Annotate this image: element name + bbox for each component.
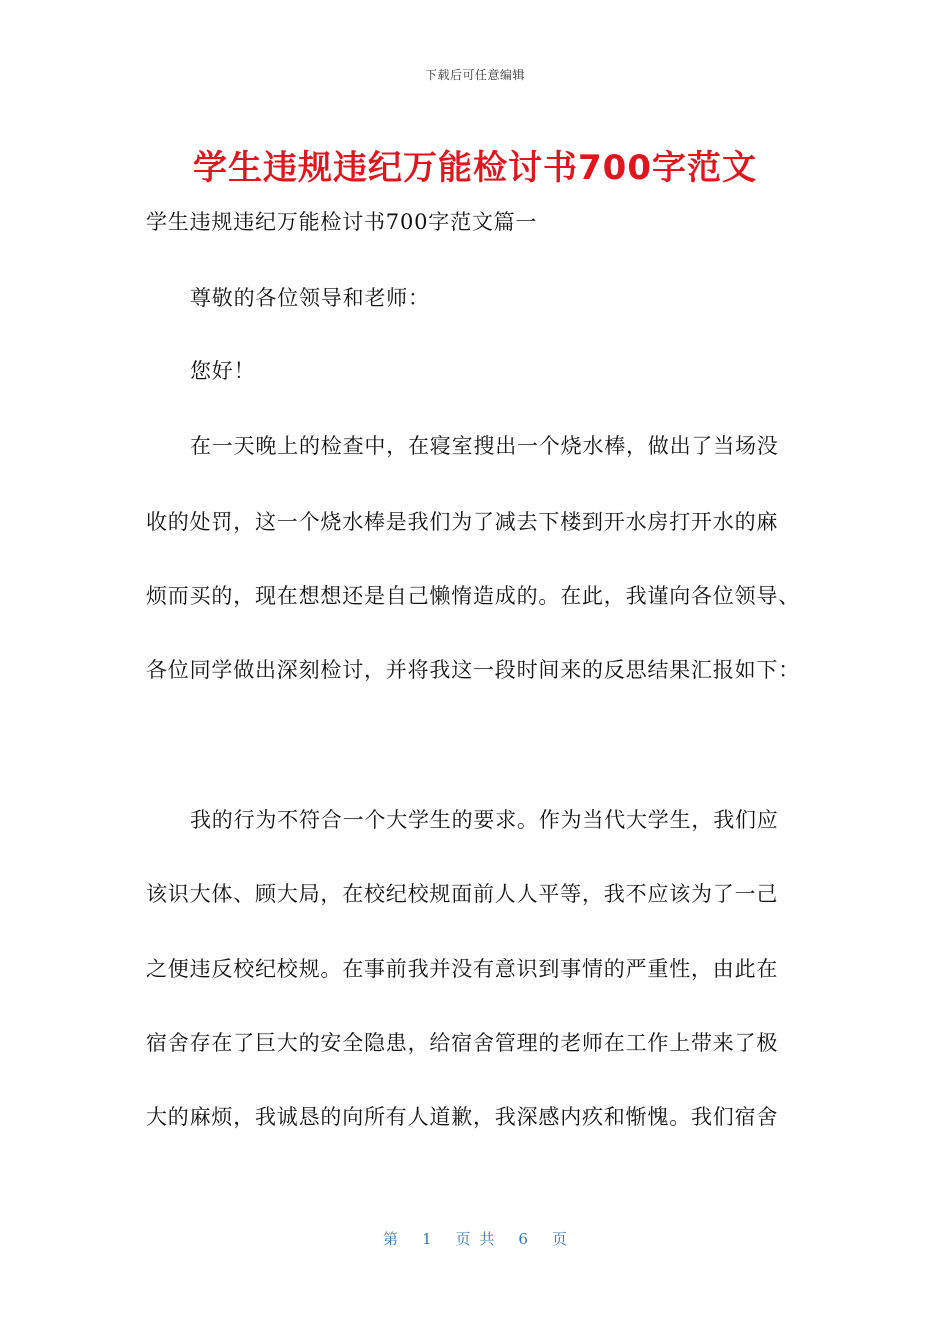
page-label-prefix: 第	[383, 1230, 399, 1248]
document-title: 学生违规违纪万能检讨书700字范文	[193, 148, 757, 188]
greeting: 您好！	[190, 359, 256, 383]
header-note: 下载后可任意编辑	[424, 68, 525, 82]
body-line: 我的行为不符合一个大学生的要求。作为当代大学生，我们应	[190, 808, 779, 832]
body-line: 收的处罚，这一个烧水棒是我们为了减去下楼到开水房打开水的麻	[146, 510, 779, 534]
body-line: 宿舍存在了巨大的安全隐患，给宿舍管理的老师在工作上带来了极	[146, 1031, 779, 1055]
total-pages: 6	[518, 1230, 528, 1248]
page-footer	[0, 1228, 950, 1249]
body-line: 该识大体、顾大局，在校纪校规面前人人平等，我不应该为了一己	[146, 882, 779, 906]
body-line: 在一天晚上的检查中，在寝室搜出一个烧水棒，做出了当场没	[190, 434, 779, 458]
body-line: 之便违反校纪校规。在事前我并没有意识到事情的严重性，由此在	[146, 957, 779, 981]
document-subtitle: 学生违规违纪万能检讨书700字范文篇一	[146, 210, 538, 234]
page-label-mid: 页 共	[455, 1230, 495, 1248]
body-line: 烦而买的，现在想想还是自己懒惰造成的。在此，我谨向各位领导、	[146, 584, 800, 608]
page-number: 1	[422, 1230, 432, 1248]
body-line: 各位同学做出深刻检讨，并将我这一段时间来的反思结果汇报如下：	[146, 658, 800, 682]
body-line: 大的麻烦，我诚恳的向所有人道歉，我深感内疚和惭愧。我们宿舍	[146, 1105, 779, 1129]
page-label-suffix: 页	[551, 1230, 567, 1248]
salutation: 尊敬的各位领导和老师：	[190, 286, 430, 310]
